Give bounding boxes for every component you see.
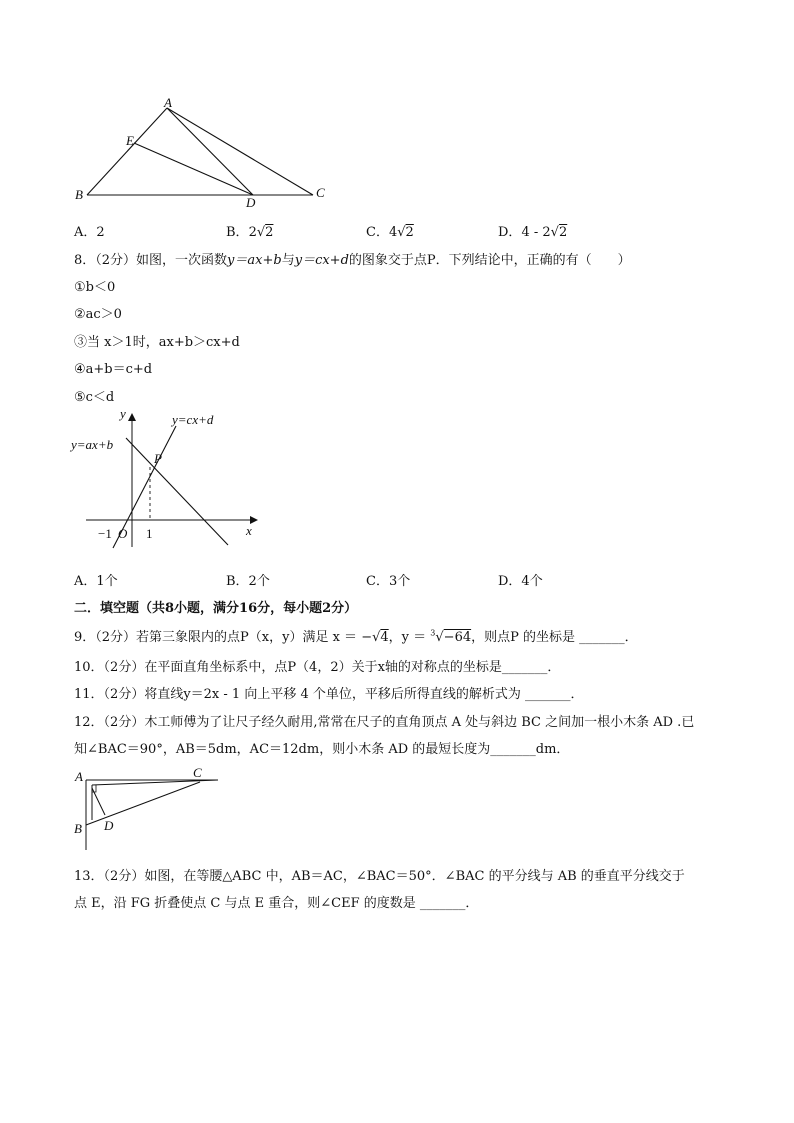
label-x-axis: x (246, 523, 252, 538)
sqrt-sign-icon: √ (256, 225, 266, 240)
label-point-P: P (154, 451, 162, 466)
section-heading-fill-in: 二．填空题（共8小题，满分16分，每小题2分） (74, 601, 358, 616)
q8-statement-1: ①b＜0 (74, 280, 116, 295)
ruler-figure-q12 (70, 760, 230, 852)
q7-option-c: C．4√2 (366, 225, 414, 240)
label-D: D (104, 818, 114, 833)
question-13-line-1: 13．（2分）如图，在等腰△ABC 中，AB＝AC，∠BAC＝50°．∠BAC 的平分线与 AB 的垂直平分线交于 (74, 869, 685, 884)
sqrt-sign-icon: √ (550, 225, 559, 240)
label-B: B (74, 821, 82, 836)
label-minus-one: −1 (98, 526, 112, 541)
question-12-line-2: 知∠BAC＝90°，AB＝5dm，AC＝12dm，则小木条 AD 的最短长度为_______dm． (74, 742, 570, 757)
q7-option-d: D．4 - 2√2 (498, 225, 568, 240)
label-y-axis: y (120, 406, 126, 421)
label-A: A (164, 95, 172, 110)
q8-statement-3: ③当 x＞1时，ax+b＞cx+d (74, 335, 240, 350)
triangle-figure-q7 (70, 95, 340, 207)
q8-statement-5: ⑤c＜d (74, 390, 115, 405)
question-11: 11．（2分）将直线y＝2x - 1 向上平移 4 个单位，平移后所得直线的解析式为 _______． (74, 687, 584, 702)
label-B: B (75, 187, 83, 202)
q8-option-c: C．3个 (366, 574, 411, 589)
question-12-line-1: 12．（2分）木工师傅为了让尺子经久耐用,常常在尺子的直角顶点 A 处与斜边 BC 之间加一根小木条 AD .已 (74, 715, 695, 730)
label-line-ax-plus-b: y=ax+b (71, 437, 114, 452)
cube-root-sign-icon: √ (435, 630, 444, 645)
label-origin: O (118, 526, 128, 541)
label-C: C (316, 185, 325, 200)
label-one: 1 (146, 526, 153, 541)
label-line-cx-plus-d: y=cx+d (172, 412, 214, 427)
q8-option-a: A．1个 (74, 574, 118, 589)
question-9: 9．（2分）若第三象限内的点P（x，y）满足 x ＝ −√4，y ＝ $^3$√−64，则点P 的坐标是 _______． (74, 628, 638, 645)
q8-option-d: D．4个 (498, 574, 543, 589)
segment-AB (87, 108, 167, 195)
q7-option-b: B．2√2 (226, 225, 274, 240)
y-axis-arrow-icon (128, 413, 136, 421)
question-13-line-2: 点 E，沿 FG 折叠使点 C 与点 E 重合，则∠CEF 的度数是 _______． (74, 896, 479, 911)
q7-option-a: A．2 (74, 225, 105, 240)
question-10: 10．（2分）在平面直角坐标系中，点P（4，2）关于x轴的对称点的坐标是_______． (74, 660, 561, 675)
q8-statement-4: ④a+b＝c+d (74, 362, 153, 377)
function-graph-q8 (68, 404, 268, 554)
sqrt-sign-icon: √ (372, 630, 381, 645)
q8-option-b: B．2个 (226, 574, 270, 589)
question-8-stem: 8．（2分）如图，一次函数y＝ax+b与y＝cx+d的图象交于点P．下列结论中，正确的有（ ） (74, 253, 631, 268)
segment-ED (134, 143, 253, 195)
label-E: E (126, 133, 134, 148)
label-C: C (193, 765, 202, 780)
line-ax-plus-b (126, 438, 228, 545)
label-D: D (246, 195, 256, 207)
q8-statement-2: ②ac＞0 (74, 307, 122, 322)
sqrt-sign-icon: √ (397, 225, 406, 240)
label-A: A (75, 769, 83, 784)
